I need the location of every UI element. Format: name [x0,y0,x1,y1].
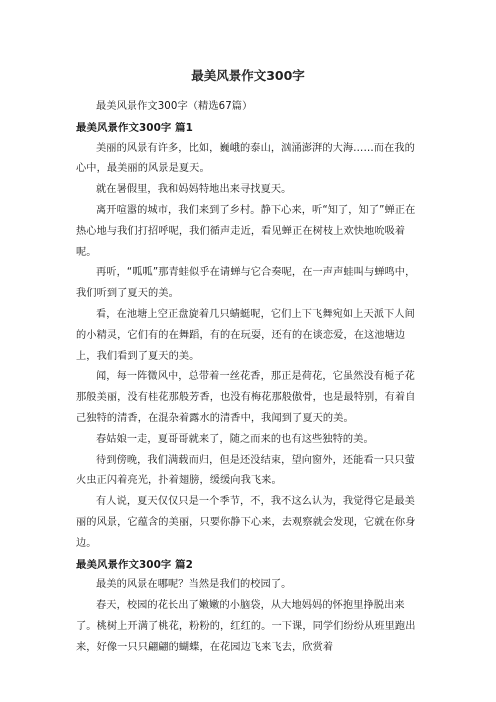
section-heading: 最美风景作文300字 篇1 [76,121,193,134]
paragraph: 就在暑假里，我和妈妈特地出来寻找夏天。 [96,184,292,196]
document-title: 最美风景作文300字 [191,68,305,83]
paragraph: 离开喧嚣的城市，我们来到了乡村。静下心来，听“知了，知了”蝉正在热心地与我们打招呼呢，我们循声走近，看见蝉正在树枝上欢快地吮吸着呢。 [76,204,416,258]
intro-line: 最美风景作文300字（精选67篇） [96,101,253,112]
paragraph: 春天，校园的花长出了嫩嫩的小脑袋，从大地妈妈的怀抱里挣脱出来了。桃树上开满了桃花，粉粉的，红红的。一下课，同学们纷纷从班里跑出来，好像一只只翩翩的蝴蝶，在花园边飞来飞去，欣赏着 [76,600,416,653]
paragraph: 有人说，夏天仅仅只是一个季节，不，我不这么认为，我觉得它是最美丽的风景，它蕴含的美丽，只要你静下心来，去观察就会发现，它就在你身边。 [76,496,416,549]
paragraph: 春姑娘一走，夏哥哥就来了，随之而来的也有这些独特的美。 [96,433,374,445]
paragraph: 看，在池塘上空正盘旋着几只蜻蜓呢，它们上下飞舞宛如上天派下人间的小精灵，它们有的在舞蹈，有的在玩耍，还有的在谈恋爱，在这池塘边上，我们看到了夏天的美。 [76,308,415,362]
section-heading: 最美风景作文300字 篇2 [76,558,193,571]
paragraph: 闻，每一阵微风中，总带着一丝花香，那正是荷花，它虽然没有栀子花那般美丽，没有桂花那般芳香，也没有梅花那般傲骨，也是最特别，有着自己独特的清香，在混杂着露水的清香中，我闻到了夏天的美。 [76,371,416,424]
document-body [76,97,424,659]
paragraph: 待到傍晚，我们满载而归，但是还没结束，望向窗外，还能看一只只萤火虫正闪着亮光，扑着翅膀，缓缓向我飞来。 [76,454,415,487]
paragraph: 再听，“呱呱”那青蛙似乎在请蝉与它合奏呢，在一声声蛙叫与蝉鸣中，我们听到了夏天的美。 [76,267,416,300]
paragraph: 最美的风景在哪呢？当然是我们的校园了。 [96,579,292,591]
paragraph: 美丽的风景有许多，比如，巍峨的泰山，汹涌澎湃的大海……而在我的心中，最美丽的风景是夏天。 [76,142,415,175]
